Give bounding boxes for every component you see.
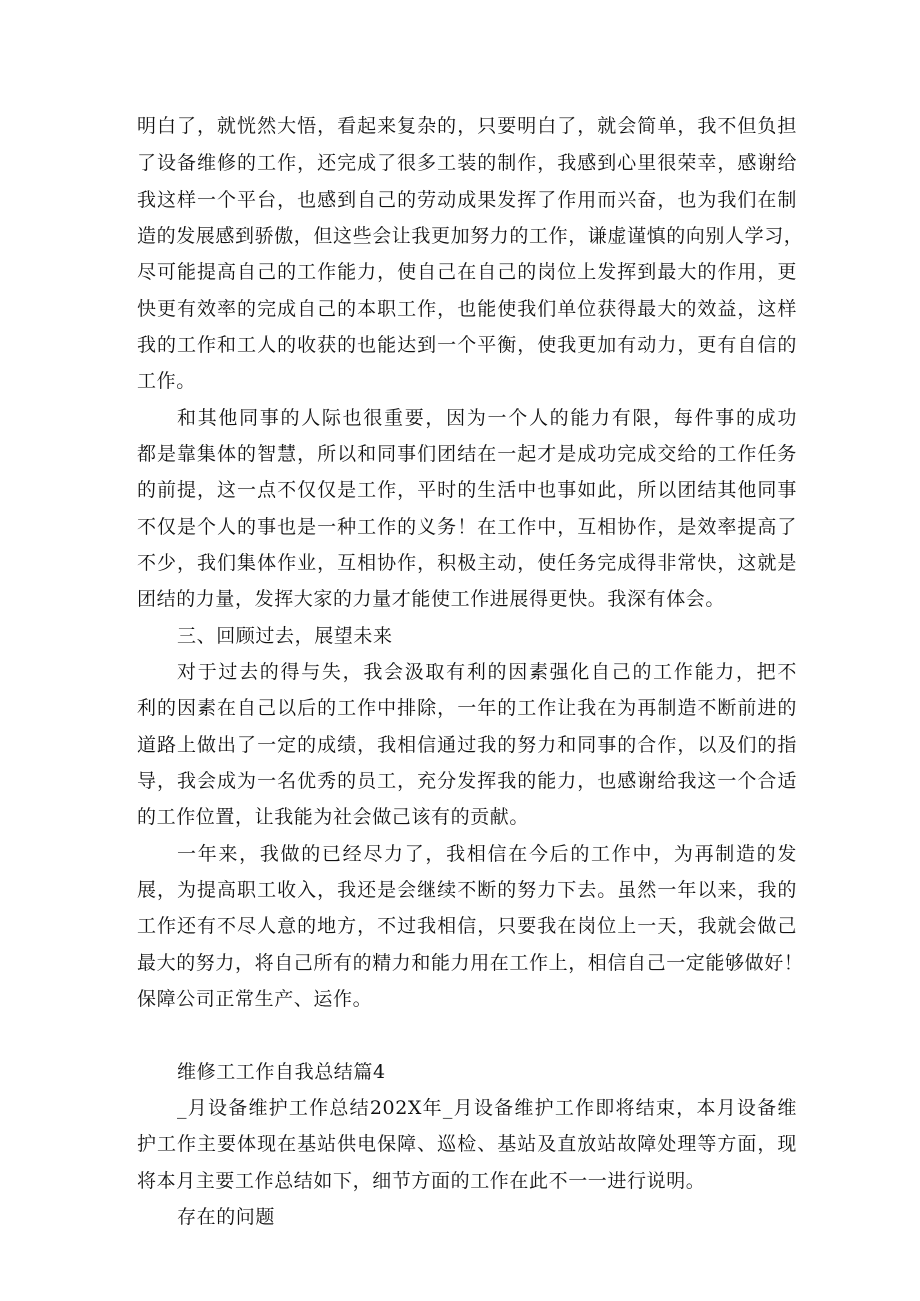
paragraph-line: 工作。 [137, 370, 196, 392]
paragraph-line: 快更有效率的完成自己的本职工作，也能使我们单位获得最大的效益，这样 [137, 298, 797, 320]
section-title: 维修工工作自我总结篇4 [177, 1061, 386, 1083]
paragraph-line: 的前提，这一点不仅仅是工作，平时的生活中也事如此，所以团结其他同事 [137, 479, 797, 501]
paragraph-line: _月设备维护工作总结202X年_月设备维护工作即将结束，本月设备维 [177, 1097, 797, 1119]
section-heading: 三、回顾过去，展望未来 [177, 625, 393, 647]
paragraph-line: 护工作主要体现在基站供电保障、巡检、基站及直放站故障处理等方面，现 [137, 1133, 797, 1155]
paragraph-line: 我的工作和工人的收获的也能达到一个平衡，使我更加有动力，更有自信的 [137, 334, 797, 356]
paragraph-line: 一年来，我做的已经尽力了，我相信在今后的工作中，为再制造的发 [177, 843, 797, 865]
subheading: 存在的问题 [177, 1206, 276, 1228]
paragraph-line: 利的因素在自己以后的工作中排除，一年的工作让我在为再制造不断前进的 [137, 697, 797, 719]
paragraph-line: 都是靠集体的智慧，所以和同事们团结在一起才是成功完成交给的工作任务 [137, 443, 797, 465]
paragraph-line: 展，为提高职工收入，我还是会继续不断的努力下去。虽然一年以来，我的 [137, 879, 797, 901]
paragraph-line: 明白了，就恍然大悟，看起来复杂的，只要明白了，就会简单，我不但负担 [137, 115, 797, 137]
paragraph-line: 将本月主要工作总结如下，细节方面的工作在此不一一进行说明。 [137, 1170, 706, 1192]
paragraph-line: 对于过去的得与失，我会汲取有利的因素强化自己的工作能力，把不 [177, 661, 797, 683]
paragraph-line: 导，我会成为一名优秀的员工，充分发挥我的能力，也感谢给我这一个合适 [137, 770, 797, 792]
paragraph-line: 和其他同事的人际也很重要，因为一个人的能力有限，每件事的成功 [177, 407, 797, 429]
paragraph-line: 我这样一个平台，也感到自己的劳动成果发挥了作用而兴奋，也为我们在制 [137, 189, 797, 211]
paragraph-line: 尽可能提高自己的工作能力，使自己在自己的岗位上发挥到最大的作用，更 [137, 261, 797, 283]
paragraph-line: 不少，我们集体作业，互相协作，积极主动，使任务完成得非常快，这就是 [137, 552, 797, 574]
paragraph-line: 造的发展感到骄傲，但这些会让我更加努力的工作，谦虚谨慎的向别人学习， [137, 225, 804, 247]
paragraph-line: 最大的努力，将自己所有的精力和能力用在工作上，相信自己一定能够做好！ [137, 952, 804, 974]
paragraph-line: 道路上做出了一定的成绩，我相信通过我的努力和同事的合作，以及们的指 [137, 734, 797, 756]
paragraph-line: 保障公司正常生产、运作。 [137, 988, 373, 1010]
paragraph-line: 团结的力量，发挥大家的力量才能使工作进展得更快。我深有体会。 [137, 588, 726, 610]
paragraph-line: 了设备维修的工作，还完成了很多工装的制作，我感到心里很荣幸，感谢给 [137, 152, 797, 174]
paragraph-line: 不仅是个人的事也是一种工作的义务！在工作中，互相协作，是效率提高了 [137, 516, 797, 538]
paragraph-line: 工作还有不尽人意的地方，不过我相信，只要我在岗位上一天，我就会做己 [137, 915, 797, 937]
paragraph-line: 的工作位置，让我能为社会做己该有的贡献。 [137, 806, 530, 828]
